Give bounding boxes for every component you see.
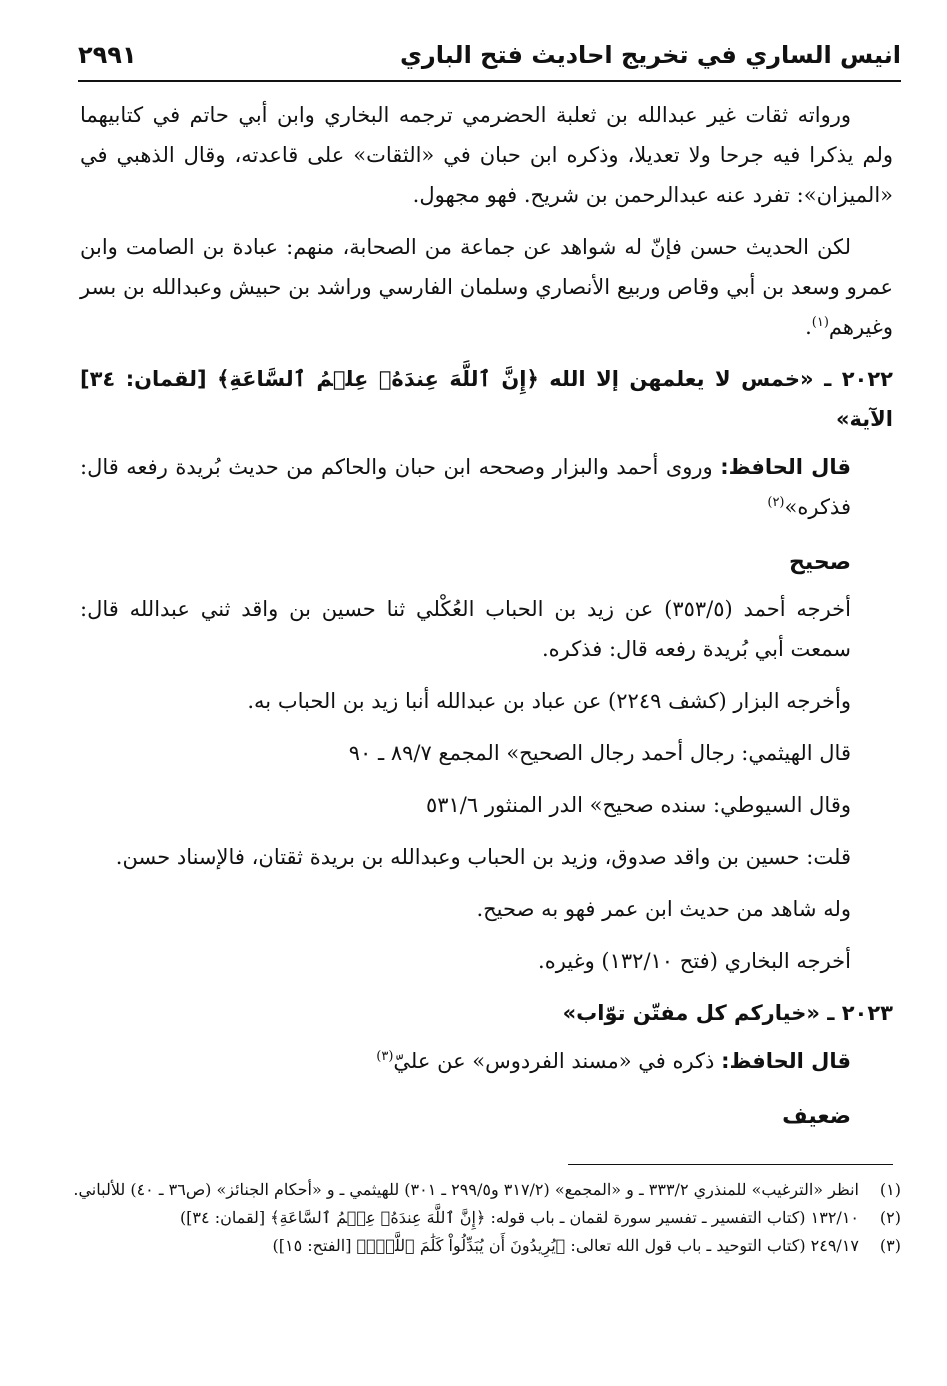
hadith-entry-2022 — [80, 359, 893, 439]
hadith-entry-2023 — [80, 993, 893, 1033]
main-text — [80, 95, 893, 1143]
footnote-number: (٣) — [879, 1236, 901, 1255]
verdict-sahih: صحيح — [789, 550, 851, 575]
author-comment: قلت: حسين بن واقد صدوق، وزيد بن الحباب وعبدالله بن بريدة ثقتان، فالإسناد حسن. — [115, 845, 851, 869]
entry-heading: «خياركم كل مفتّن توّاب» — [562, 1001, 820, 1025]
footnote — [46, 1204, 901, 1232]
footnote-ref[interactable]: (٢) — [767, 495, 785, 510]
footnote — [46, 1176, 901, 1204]
hafiz-text: ذكره في «مسند الفردوس» عن عليّ — [393, 1049, 715, 1073]
hafiz-label: قال الحافظ: — [721, 1049, 851, 1073]
footnote-ref[interactable]: (١) — [811, 315, 829, 330]
hafiz-statement — [80, 1041, 893, 1081]
footnote — [46, 1232, 901, 1260]
hafiz-statement — [80, 447, 893, 527]
footnote-number: (٢) — [879, 1208, 901, 1227]
paragraph-narrators — [80, 95, 893, 215]
paragraph-witnesses: لكن الحديث حسن فإنّ له شواهد عن جماعة من الصحابة، منهم: عبادة بن الصامت وابن عمرو وسعد بن أبي وقاص وربيع الأنصاري وسلمان الفارسي وراشد بن حبيش وعبدالله بن بسر وغيرهم$^{(١)}$. — [80, 235, 893, 339]
takhrij-bukhari: أخرجه البخاري (فتح ١٣٢/١٠) وغيره. — [538, 949, 851, 973]
verdict-daif: ضعيف — [782, 1104, 851, 1129]
hafiz-text: وروى أحمد والبزار وصححه ابن حبان والحاكم من حديث بُريدة رفعه قال: فذكره» — [80, 455, 851, 519]
takhrij-ahmad: أخرجه أحمد (٣٥٣/٥) عن زيد بن الحباب العُكْلي ثنا حسين بن واقد ثني عبدالله قال: سمعت أبي بُريدة رفعه قال: فذكره. — [80, 597, 851, 661]
paragraph-text: ورواته ثقات غير عبدالله بن ثعلبة الحضرمي ترجمه البخاري وابن أبي حاتم في كتابيهما ولم يذكرا فيه جرحا ولا تعديلا، وذكره ابن حبان في «الثقات» على قاعدته، وقال الذهبي في «الميزان»: تفرد عنه عبدالرحمن بن شريح. فهو مجهول. — [80, 103, 893, 207]
footnote-text: ١٣٢/١٠ (كتاب التفسير ـ تفسير سورة لقمان ـ باب قوله: ﴿إِنَّ ٱللَّهَ عِندَهُۥ عِلۡمُ ٱلسَّاعَةِ﴾ [لقمان: ٣٤]) — [179, 1208, 859, 1227]
footnote-divider — [568, 1164, 893, 1165]
footnote-text: ٢٤٩/١٧ (كتاب التوحيد ـ باب قول الله تعالى: ﴿يُرِيدُونَ أَن يُبَدِّلُواْ كَلَٰمَ ٱللَّهِۚ﴾ [الفتح: ١٥]) — [272, 1236, 859, 1255]
footnote-ref[interactable]: (٣) — [376, 1049, 394, 1064]
paragraph-text: لكن الحديث حسن فإنّ له شواهد عن جماعة من الصحابة، منهم: عبادة بن الصامت وابن عمرو وسعد بن أبي وقاص وربيع الأنصاري وسلمان الفارسي وراشد بن حبيش وعبدالله بن بسر وغيرهم — [80, 235, 893, 339]
page-number: ٢٩٩١ — [78, 41, 137, 69]
footnotes — [46, 1176, 901, 1260]
footnote-text: انظر «الترغيب» للمنذري ٣٣٣/٢ ـ و «المجمع» (٣١٧/٢ و٢٩٩/٥ ـ ٣٠١) للهيثمي ـ و «أحكام الجنائز» (ص٣٦ ـ ٤٠) للألباني. — [73, 1180, 859, 1199]
entry-number: ٢٠٢٣ ـ — [827, 1001, 893, 1025]
takhrij-bazzar: وأخرجه البزار (كشف ٢٢٤٩) عن عباد بن عبدالله أنبا زيد بن الحباب به. — [247, 689, 851, 713]
running-header — [78, 30, 901, 82]
shahid-note: وله شاهد من حديث ابن عمر فهو به صحيح. — [476, 897, 851, 921]
hafiz-label: قال الحافظ: — [720, 455, 851, 479]
footnote-number: (١) — [879, 1180, 901, 1199]
haythami-quote: قال الهيثمي: رجال أحمد رجال الصحيح» المجمع ٨٩/٧ ـ ٩٠ — [348, 741, 851, 765]
suyuti-quote: وقال السيوطي: سنده صحيح» الدر المنثور ٥٣١/٦ — [425, 793, 851, 817]
entry-heading: «خمس لا يعلمهن إلا الله ﴿إِنَّ ٱللَّهَ عِندَهُۥ عِلۡمُ ٱلسَّاعَةِ﴾ [لقمان: ٣٤] الآية» — [80, 367, 893, 431]
entry-number: ٢٠٢٢ ـ — [824, 367, 894, 391]
book-title: انيس الساري في تخريج احاديث فتح الباري — [399, 41, 901, 69]
